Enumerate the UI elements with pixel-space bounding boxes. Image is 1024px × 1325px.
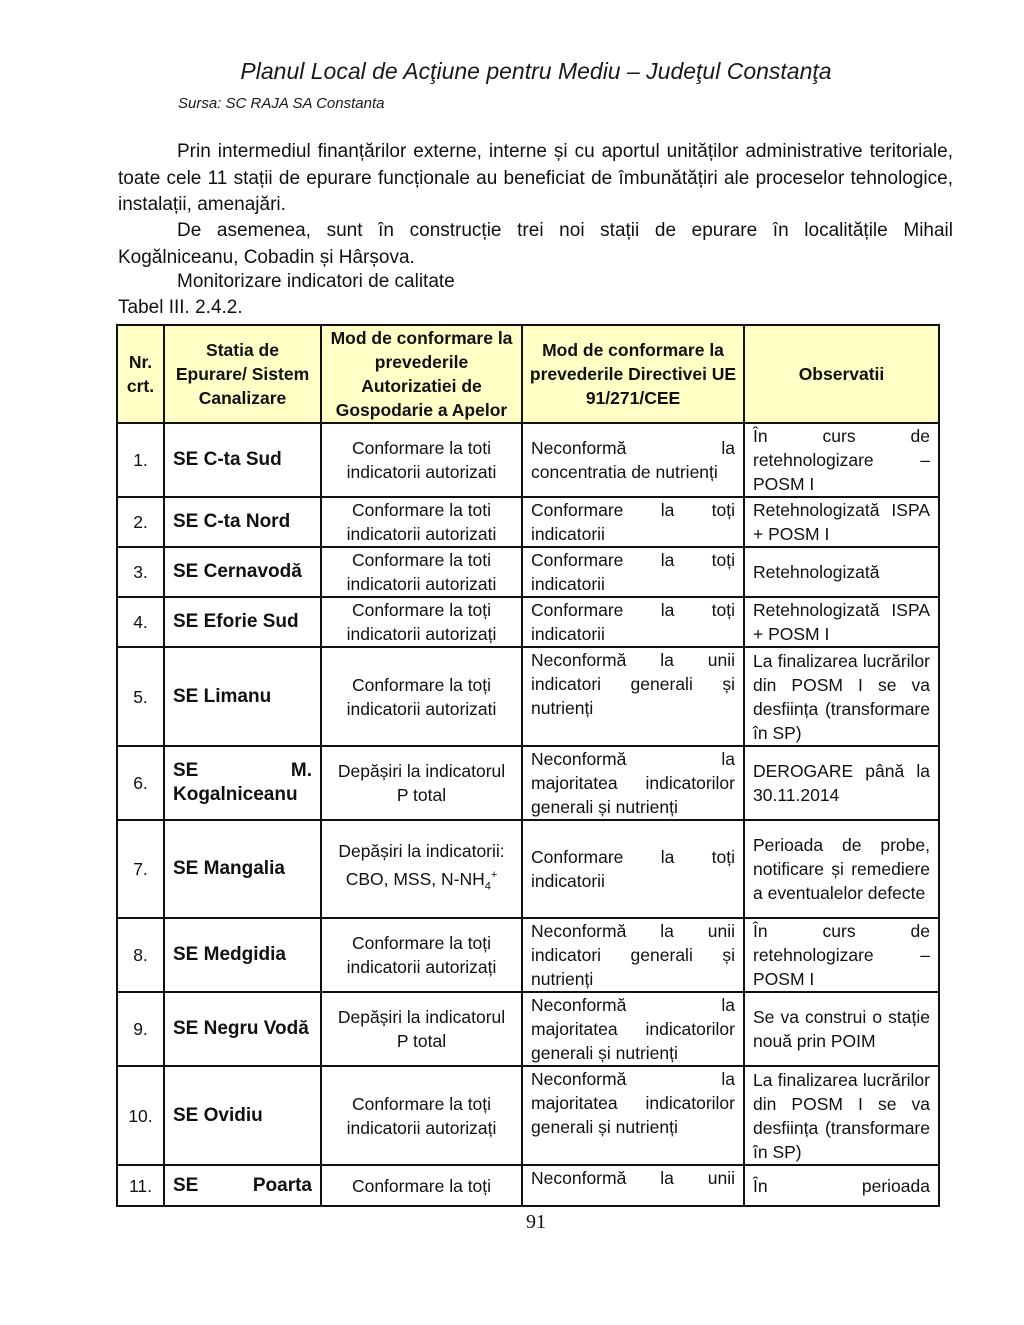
row-number: 6. [117,746,164,820]
authorization-compliance: Conformare la toti indicatorii autorizati [321,497,522,547]
table-row [117,547,939,597]
monitoring-heading: Monitorizare indicatori de calitate [177,271,455,292]
directive-compliance: Neconformă la majoritatea indicatorilor generali și nutrienți [522,992,744,1066]
body-paragraph-2: De asemenea, sunt în construcție trei noi stații de epurare în localitățile Mihail Kogălniceanu, Cobadin și Hârșova. [118,220,953,268]
observations: Retehnologizată ISPA + POSM I [744,597,939,647]
row-number: 1. [117,423,164,497]
row-number: 11. [117,1165,164,1206]
directive-compliance: Neconformă la majoritatea indicatorilor generali și nutrienți [522,1066,744,1165]
header-station: Statia de Epurare/ Sistem Canalizare [164,325,321,423]
table-header-row [117,325,939,423]
observations: În curs de retehnologizare – POSM I [744,918,939,992]
header-nr: Nr. crt. [117,325,164,423]
table-row [117,647,939,746]
directive-compliance: Conformare la toți indicatorii [522,497,744,547]
document-header-title: Planul Local de Acţiune pentru Mediu – Judeţul Constanţa [240,58,832,84]
observations: Retehnologizată ISPA + POSM I [744,497,939,547]
observations: DEROGARE până la 30.11.2014 [744,746,939,820]
page-number: 91 [526,1211,546,1233]
row-number: 8. [117,918,164,992]
station-name: SE Limanu [164,647,321,746]
table-row [117,1066,939,1165]
row-number: 2. [117,497,164,547]
row-number: 10. [117,1066,164,1165]
table-row [117,497,939,547]
station-name: SE C-ta Nord [164,497,321,547]
observations: La finalizarea lucrărilor din POSM I se va desființa (transformare în SP) [744,1066,939,1165]
row-number: 7. [117,820,164,918]
table-row [117,918,939,992]
table-row [117,820,939,918]
authorization-compliance: Conformare la toți [321,1165,522,1206]
table-row [117,992,939,1066]
table-row [117,597,939,647]
observations: La finalizarea lucrărilor din POSM I se va desființa (transformare în SP) [744,647,939,746]
source-note: Sursa: SC RAJA SA Constanta [178,95,385,112]
header-directive: Mod de conformare la prevederile Directivei UE 91/271/CEE [522,325,744,423]
ammonium-superscript: + [490,869,498,882]
directive-compliance: Neconformă la unii [522,1165,744,1206]
observations: În perioada [744,1165,939,1206]
authorization-compliance: Conformare la toți indicatorii autorizați [321,918,522,992]
directive-compliance: Neconformă la unii indicatori generali și nutrienți [522,647,744,746]
station-name: SE Ovidiu [164,1066,321,1165]
authorization-compliance: Conformare la toti indicatorii autorizati [321,423,522,497]
authorization-compliance: Conformare la toți indicatorii autorizați [321,1066,522,1165]
table-row [117,746,939,820]
station-name: SE Cernavodă [164,547,321,597]
authorization-line-2: CBO, MSS, N-NH [345,869,485,890]
observations: În curs de retehnologizare – POSM I [744,423,939,497]
authorization-compliance: Conformare la toti indicatorii autorizati [321,547,522,597]
authorization-compliance: Conformare la toți indicatorii autorizati [321,647,522,746]
row-number: 3. [117,547,164,597]
directive-compliance: Neconformă la unii indicatori generali și nutrienți [522,918,744,992]
directive-compliance: Neconformă la concentratia de nutrienți [522,423,744,497]
header-authorization: Mod de conformare la prevederile Autorizatiei de Gospodarie a Apelor [321,325,522,423]
observations: Se va construi o stație nouă prin POIM [744,992,939,1066]
directive-compliance: Neconformă la majoritatea indicatorilor generali și nutrienți [522,746,744,820]
station-name: SE Medgidia [164,918,321,992]
ammonium-subscript: 4 [484,880,491,893]
station-name: SE Negru Vodă [164,992,321,1066]
authorization-compliance: Depășiri la indicatorul P total [321,746,522,820]
table-row [117,423,939,497]
row-number: 4. [117,597,164,647]
observations: Perioada de probe, notificare și remediere a eventualelor defecte [744,820,939,918]
directive-compliance: Conformare la toți indicatorii [522,820,744,918]
row-number: 5. [117,647,164,746]
observations: Retehnologizată [744,547,939,597]
directive-compliance: Conformare la toți indicatorii [522,597,744,647]
authorization-line-1: Depășiri la indicatorii: [338,841,505,862]
directive-compliance: Conformare la toți indicatorii [522,547,744,597]
station-name: SE Mangalia [164,820,321,918]
authorization-compliance [321,820,522,918]
wastewater-station-table [116,324,940,1207]
row-number: 9. [117,992,164,1066]
authorization-compliance: Conformare la toți indicatorii autorizați [321,597,522,647]
table-row [117,1165,939,1206]
table-label: Tabel III. 2.4.2. [118,297,243,318]
station-name: SE Eforie Sud [164,597,321,647]
header-observations: Observatii [744,325,939,423]
station-name: SE C-ta Sud [164,423,321,497]
authorization-compliance: Depășiri la indicatorul P total [321,992,522,1066]
body-paragraph-1: Prin intermediul finanțărilor externe, interne și cu aportul unităților administrative teritoriale, toate cele 11 stații de epurare funcționale au beneficiat de îmbunătățiri ale proceselor tehnologice, instalații, amenajări. [118,141,953,215]
station-name: SE M. Kogalniceanu [164,746,321,820]
station-name: SE Poarta [164,1165,321,1206]
